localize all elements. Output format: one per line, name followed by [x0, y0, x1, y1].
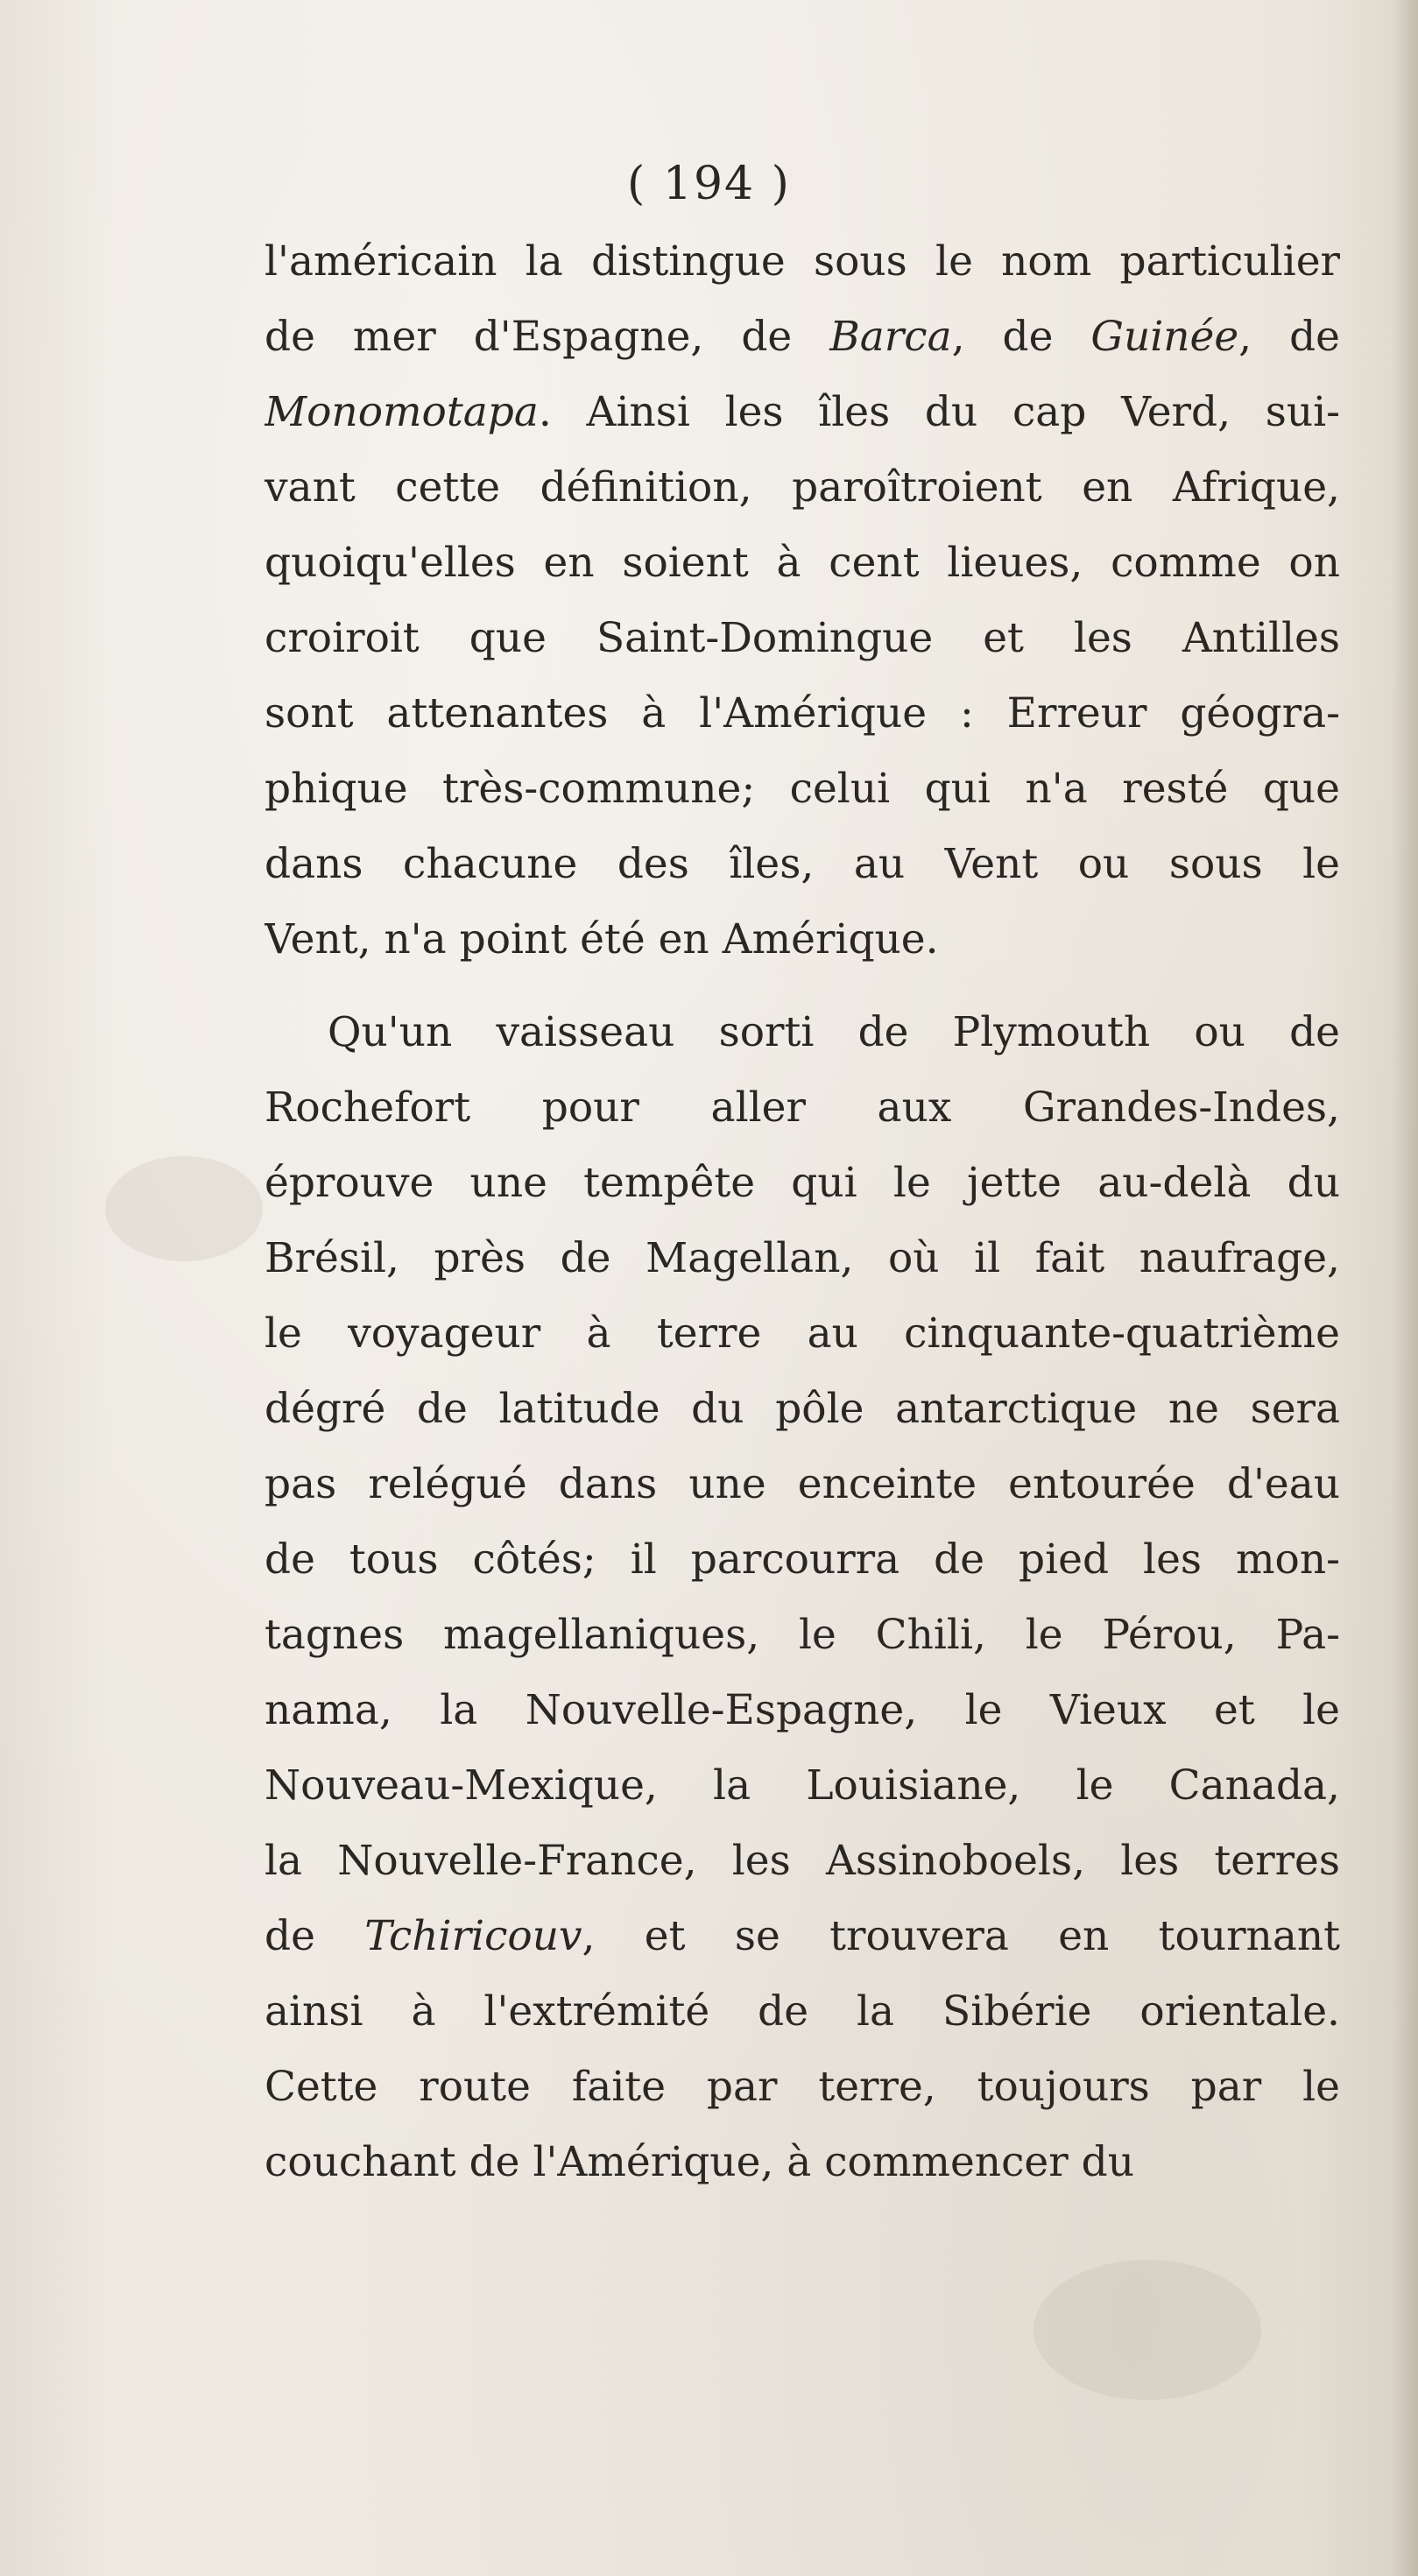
- text-span: dégré de latitude du pôle antarctique ne sera: [265, 1385, 1340, 1433]
- text-line: [265, 1070, 1340, 1146]
- text-span: Vent, n'a point été en Amérique.: [265, 915, 939, 963]
- text-span: de mer d'Espagne, de: [265, 313, 830, 361]
- text-span: Rochefort pour aller aux Grandes-Indes,: [265, 1083, 1340, 1132]
- italic-term: Tchiricouv: [364, 1912, 582, 1960]
- text-line: [265, 224, 1340, 300]
- text-span: ainsi à l'extrémité de la Sibérie orientale.: [265, 1987, 1340, 2036]
- text-line: [265, 1372, 1340, 1447]
- text-span: tagnes magellaniques, le Chili, le Pérou, Pa-: [265, 1611, 1340, 1659]
- text-line: [265, 676, 1340, 752]
- paper-stain: [105, 1156, 263, 1261]
- text-line: [265, 1146, 1340, 1221]
- text-span: . Ainsi les îles du cap Verd, sui-: [538, 388, 1340, 436]
- text-span: Qu'un vaisseau sorti de Plymouth ou de: [328, 1008, 1340, 1056]
- italic-term: Barca: [829, 313, 952, 361]
- text-span: , de: [1238, 313, 1340, 361]
- text-line: [265, 1748, 1340, 1824]
- paragraph-gap: [265, 977, 1340, 995]
- text-line: [265, 2050, 1340, 2125]
- text-span: de tous côtés; il parcourra de pied les mon-: [265, 1535, 1340, 1584]
- text-span: vant cette définition, paroîtroient en Afrique,: [265, 463, 1340, 512]
- text-line: [265, 1598, 1340, 1673]
- text-span: éprouve une tempête qui le jette au-delà du: [265, 1159, 1340, 1207]
- text-span: Nouveau-Mexique, la Louisiane, le Canada,: [265, 1761, 1340, 1810]
- italic-term: Monomotapa: [265, 388, 539, 436]
- text-line: [265, 450, 1340, 526]
- text-span: pas relégué dans une enceinte entourée d'eau: [265, 1460, 1340, 1508]
- text-line: [265, 1899, 1340, 1974]
- text-span: nama, la Nouvelle-Espagne, le Vieux et le: [265, 1686, 1340, 1734]
- text-span: le voyageur à terre au cinquante-quatrième: [265, 1309, 1340, 1358]
- text-span: , et se trouvera en tournant: [582, 1912, 1340, 1960]
- text-line: [265, 1824, 1340, 1899]
- text-span: croiroit que Saint-Domingue et les Antilles: [265, 614, 1340, 662]
- page-edge-shadow: [1392, 0, 1418, 2576]
- text-line: [265, 300, 1340, 375]
- text-line: [265, 827, 1340, 902]
- text-line: [265, 601, 1340, 676]
- text-line: [265, 995, 1340, 1070]
- text-span: l'américain la distingue sous le nom particulier: [265, 237, 1340, 286]
- text-line: [265, 375, 1340, 450]
- text-line: [265, 902, 1340, 977]
- text-span: la Nouvelle-France, les Assinoboels, les terres: [265, 1837, 1340, 1885]
- text-line: [265, 1673, 1340, 1748]
- text-line: [265, 1296, 1340, 1372]
- text-span: dans chacune des îles, au Vent ou sous le: [265, 840, 1340, 888]
- italic-term: Guinée: [1090, 313, 1239, 361]
- text-span: Cette route faite par terre, toujours par le: [265, 2063, 1340, 2111]
- text-span: couchant de l'Amérique, à commencer du: [265, 2138, 1134, 2186]
- text-line: [265, 1447, 1340, 1522]
- text-line: [265, 752, 1340, 827]
- text-span: Brésil, près de Magellan, où il fait naufrage,: [265, 1234, 1340, 1282]
- text-span: de: [265, 1912, 365, 1960]
- text-line: [265, 2125, 1340, 2200]
- page-number: ( 194 ): [627, 158, 791, 210]
- text-span: , de: [951, 313, 1091, 361]
- text-line: [265, 1221, 1340, 1296]
- text-span: sont attenantes à l'Amérique : Erreur géogra-: [265, 689, 1340, 738]
- text-span: quoiqu'elles en soient à cent lieues, comme on: [265, 539, 1340, 587]
- text-line: [265, 1974, 1340, 2050]
- body-text: [265, 224, 1340, 2200]
- paper-stain: [1034, 2260, 1261, 2400]
- text-line: [265, 1522, 1340, 1598]
- text-span: phique très-commune; celui qui n'a resté que: [265, 765, 1340, 813]
- text-line: [265, 526, 1340, 601]
